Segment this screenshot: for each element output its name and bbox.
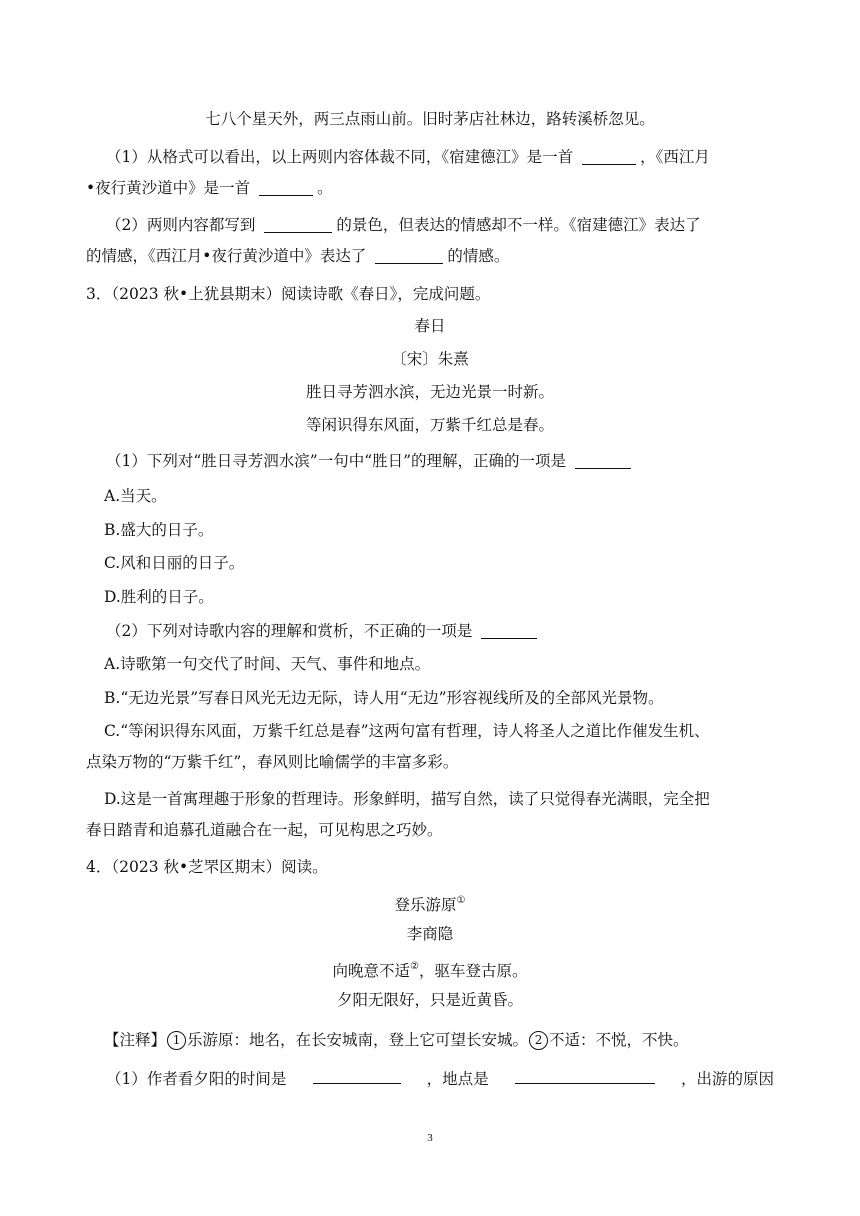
option-a[interactable]: A.诗歌第一句交代了时间、天气、事件和地点。 — [104, 655, 431, 673]
answer-blank[interactable] — [264, 217, 332, 233]
question-4-header: 4．（2023 秋•芝罘区期末）阅读。 — [86, 858, 328, 876]
poem-author: 〔宋〕朱熹 — [391, 350, 469, 368]
answer-blank[interactable] — [515, 1068, 655, 1084]
answer-blank[interactable] — [575, 453, 631, 469]
question-line: •夜行黄沙道中》是一首 。 — [86, 179, 333, 197]
poem-line: 等闲识得东风面，万紫千红总是春。 — [305, 416, 554, 434]
poem-author: 李商隐 — [406, 925, 454, 943]
poem-line: 胜日寻芳泗水滨，无边光景一时新。 — [305, 383, 554, 401]
page-number: 3 — [427, 1132, 433, 1144]
footnote-number-icon: 2 — [529, 1031, 548, 1050]
poem-line: 向晚意不适②，驱车登古原。 — [332, 961, 528, 980]
question-line: （1）从格式可以看出，以上两则内容体裁不同，《宿建德江》是一首 ，《西江月 — [106, 148, 710, 166]
answer-blank[interactable] — [259, 180, 313, 196]
question-number: 3． — [86, 285, 112, 303]
footnote-mark: ② — [410, 961, 419, 972]
option-d[interactable]: D.这是一首寓理趣于形象的哲理诗。形象鲜明，描写自然，读了只觉得春光满眼，完全把 — [104, 790, 710, 808]
option-b[interactable]: B.盛大的日子。 — [104, 521, 214, 539]
option-c-continued: 点染万物的“万紫千红”，春风则比喻儒学的丰富多彩。 — [86, 753, 459, 771]
question-line: 的情感，《西江月•夜行黄沙道中》表达了 的情感。 — [86, 247, 510, 265]
sub-question-2: （2）下列对诗歌内容的理解和赏析，不正确的一项是 — [106, 620, 537, 642]
answer-blank[interactable] — [481, 623, 537, 639]
sub-question-1: （1）作者看夕阳的时间是 ，地点是 ，出游的原因 — [106, 1070, 774, 1088]
option-c[interactable]: C.风和日丽的日子。 — [104, 554, 245, 572]
option-d-continued: 春日踏青和追慕孔道融合在一起，可见构思之巧妙。 — [86, 821, 443, 839]
option-c[interactable]: C.“等闲识得东风面，万紫千红总是春”这两句富有哲理，诗人将圣人之道比作催发生机、 — [104, 722, 710, 740]
question-number: 4． — [86, 858, 112, 876]
sub-question-1: （1）下列对“胜日寻芳泗水滨”一句中“胜日”的理解，正确的一项是 — [106, 450, 631, 472]
option-d[interactable]: D.胜利的日子。 — [104, 588, 214, 606]
annotation: 【注释】 1 乐游原：地名，在长安城南，登上它可望长安城。 2 不适：不悦，不快。 — [104, 1031, 689, 1049]
answer-blank[interactable] — [582, 149, 636, 165]
option-a[interactable]: A.当天。 — [104, 487, 167, 505]
question-3-header: 3．（2023 秋•上犹县期末）阅读诗歌《春日》，完成问题。 — [86, 285, 491, 303]
poem-title: 春日 — [414, 317, 446, 335]
answer-blank[interactable] — [375, 248, 443, 264]
question-line: （2）两则内容都写到 的景色，但表达的情感却不一样。《宿建德江》表达了 — [106, 216, 701, 234]
footnote-number-icon: 1 — [167, 1031, 186, 1050]
poem-title: 登乐游原① — [394, 895, 466, 914]
footnote-mark: ① — [456, 895, 466, 906]
poem-line: 夕阳无限好，只是近黄昏。 — [336, 991, 523, 1009]
answer-blank[interactable] — [313, 1068, 401, 1084]
poem-line: 七八个星天外，两三点雨山前。旧时茅店社林边，路转溪桥忽见。 — [205, 110, 655, 128]
option-b[interactable]: B.“无边光景”写春日风光无边无际，诗人用“无边”形容视线所及的全部风光景物。 — [104, 689, 664, 707]
